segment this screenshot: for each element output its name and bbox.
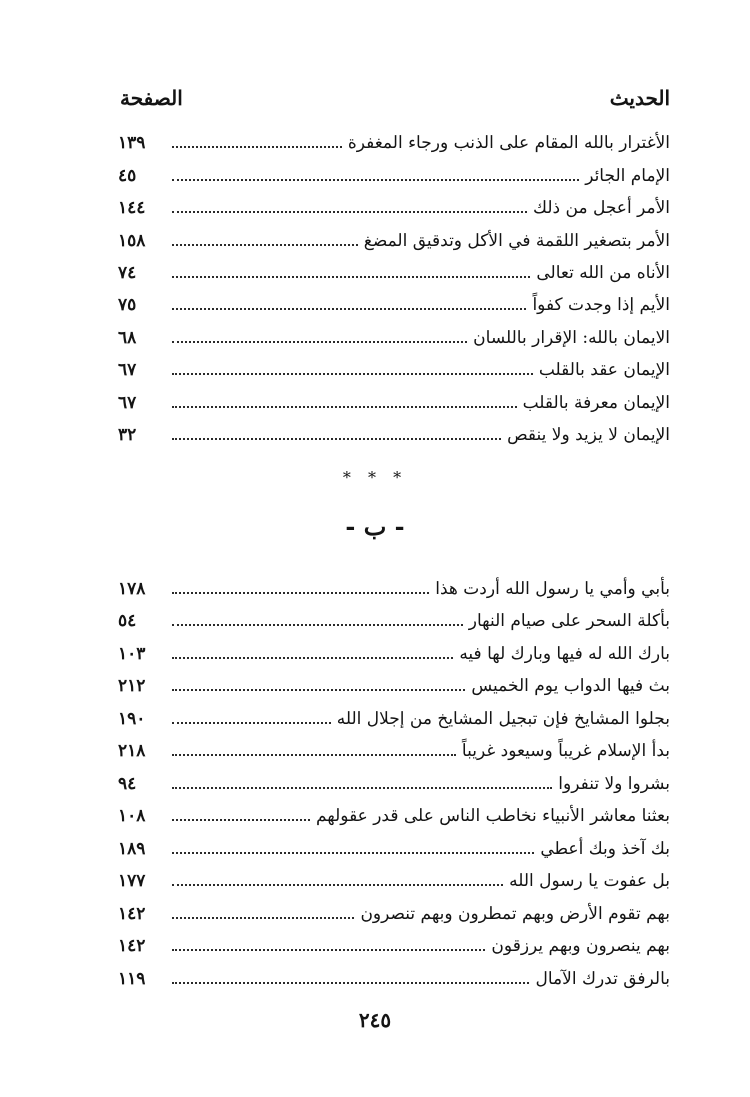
page-ref: ٤٥ bbox=[118, 165, 137, 186]
page-number: ٢٤٥ bbox=[358, 1008, 392, 1032]
index-row bbox=[118, 957, 670, 990]
dot-leader bbox=[172, 276, 530, 278]
dot-leader bbox=[172, 949, 485, 951]
index-row bbox=[118, 730, 670, 763]
page-ref: ٢١٨ bbox=[118, 741, 146, 761]
dot-leader bbox=[172, 787, 552, 789]
index-row bbox=[118, 122, 670, 154]
hadith-text: بأبي وأمي يا رسول الله أردت هذا bbox=[435, 578, 670, 599]
page-ref: ٩٤ bbox=[118, 773, 137, 794]
index-row bbox=[118, 219, 670, 251]
index-header bbox=[120, 82, 670, 114]
dot-leader bbox=[172, 982, 529, 984]
index-row bbox=[118, 154, 670, 186]
index-row bbox=[118, 349, 670, 381]
hadith-text: بأكلة السحر على صيام النهار bbox=[468, 611, 670, 631]
page-ref: ١٩٠ bbox=[118, 708, 146, 729]
page-ref: ٧٥ bbox=[118, 295, 137, 316]
hadith-text: بجلوا المشايخ فإن تبجيل المشايخ من إجلال الله bbox=[336, 708, 670, 729]
hadith-text: الأغترار بالله المقام على الذنب ورجاء المغفرة bbox=[347, 133, 670, 154]
hadith-text: بالرفق تدرك الآمال bbox=[535, 968, 670, 989]
hadith-text: الإيمان لا يزيد ولا ينقص bbox=[507, 424, 670, 445]
index-row bbox=[118, 925, 670, 958]
dot-leader bbox=[172, 917, 354, 919]
index-row bbox=[118, 827, 670, 860]
index-row bbox=[118, 762, 670, 795]
hadith-text: بدأ الإسلام غريباً وسيعود غريباً bbox=[461, 741, 670, 761]
index-row bbox=[118, 567, 670, 600]
index-row bbox=[118, 414, 670, 446]
dot-leader bbox=[172, 406, 517, 408]
section-heading-ba: - ب - bbox=[345, 512, 405, 541]
page-ref: ١٧٨ bbox=[118, 578, 146, 599]
hadith-text: بارك الله له فيها وبارك لها فيه bbox=[459, 643, 670, 664]
page-ref: ٣٢ bbox=[118, 424, 137, 445]
hadith-text: بل عفوت يا رسول الله bbox=[509, 871, 670, 891]
index-row bbox=[118, 284, 670, 316]
hadith-text: الإمام الجائر bbox=[585, 165, 670, 186]
hadith-text: بشروا ولا تنفروا bbox=[558, 773, 670, 794]
hadith-text: الإيمان معرفة بالقلب bbox=[522, 392, 670, 413]
index-row bbox=[118, 665, 670, 698]
index-row bbox=[118, 860, 670, 893]
hadith-text: الأيم إذا وجدت كفواً bbox=[532, 295, 670, 316]
page-ref: ١٠٨ bbox=[118, 806, 146, 826]
page-ref: ١١٩ bbox=[118, 968, 146, 989]
index-row bbox=[118, 187, 670, 219]
dot-leader bbox=[172, 852, 534, 854]
page-ref: ١٧٧ bbox=[118, 871, 146, 891]
hadith-text: بهم تقوم الأرض وبهم تمطرون وبهم تنصرون bbox=[360, 903, 670, 924]
dot-leader bbox=[172, 373, 533, 375]
index-row bbox=[118, 892, 670, 925]
dot-leader bbox=[172, 624, 463, 626]
page-ref: ١٣٩ bbox=[118, 133, 146, 154]
page-ref: ١٤٢ bbox=[118, 936, 146, 956]
page-ref: ١٨٩ bbox=[118, 838, 146, 859]
page-ref: ١٤٢ bbox=[118, 903, 146, 924]
hadith-list-ba bbox=[118, 567, 670, 990]
hadith-list-alif bbox=[118, 122, 670, 446]
hadith-text: بك آخذ وبك أعطي bbox=[540, 838, 670, 859]
dot-leader bbox=[172, 819, 310, 821]
column-title-hadith: الحديث bbox=[609, 86, 670, 110]
column-title-page: الصفحة bbox=[120, 86, 183, 110]
index-row bbox=[118, 795, 670, 828]
hadith-text: بعثنا معاشر الأنبياء نخاطب الناس على قدر عقولهم bbox=[315, 806, 670, 826]
page-ref: ٦٨ bbox=[118, 327, 137, 348]
index-row bbox=[118, 632, 670, 665]
dot-leader bbox=[172, 244, 358, 246]
hadith-text: الأناه من الله تعالى bbox=[536, 262, 670, 283]
page-ref: ٥٤ bbox=[118, 611, 137, 631]
hadith-text: الإيمان عقد بالقلب bbox=[538, 360, 670, 381]
dot-leader bbox=[172, 657, 453, 659]
hadith-text: الايمان بالله: الإقرار باللسان bbox=[473, 327, 670, 348]
dot-leader bbox=[172, 592, 429, 594]
page-ref: ١٠٣ bbox=[118, 643, 146, 664]
dot-leader bbox=[172, 438, 501, 440]
section-separator: * * * bbox=[342, 468, 408, 487]
dot-leader bbox=[172, 179, 579, 181]
index-row bbox=[118, 252, 670, 284]
index-row bbox=[118, 697, 670, 730]
dot-leader bbox=[172, 689, 465, 691]
page-ref: ٧٤ bbox=[118, 262, 137, 283]
index-row bbox=[118, 600, 670, 633]
dot-leader bbox=[172, 884, 503, 886]
hadith-text: الأمر بتصغير اللقمة في الأكل وتدقيق المضغ bbox=[363, 230, 670, 251]
index-row bbox=[118, 316, 670, 348]
dot-leader bbox=[172, 754, 456, 756]
dot-leader bbox=[172, 722, 331, 724]
page-ref: ١٥٨ bbox=[118, 230, 146, 251]
dot-leader bbox=[172, 308, 526, 310]
page-ref: ٦٧ bbox=[118, 392, 137, 413]
index-row bbox=[118, 381, 670, 413]
hadith-text: بث فيها الدواب يوم الخميس bbox=[471, 676, 670, 696]
hadith-text: بهم ينصرون وبهم يرزقون bbox=[491, 936, 670, 956]
page-ref: ٢١٢ bbox=[118, 676, 146, 696]
dot-leader bbox=[172, 341, 467, 343]
dot-leader bbox=[172, 146, 342, 148]
page-ref: ٦٧ bbox=[118, 360, 137, 381]
dot-leader bbox=[172, 211, 527, 213]
hadith-text: الأمر أعجل من ذلك bbox=[533, 198, 670, 219]
page-ref: ١٤٤ bbox=[118, 198, 146, 219]
